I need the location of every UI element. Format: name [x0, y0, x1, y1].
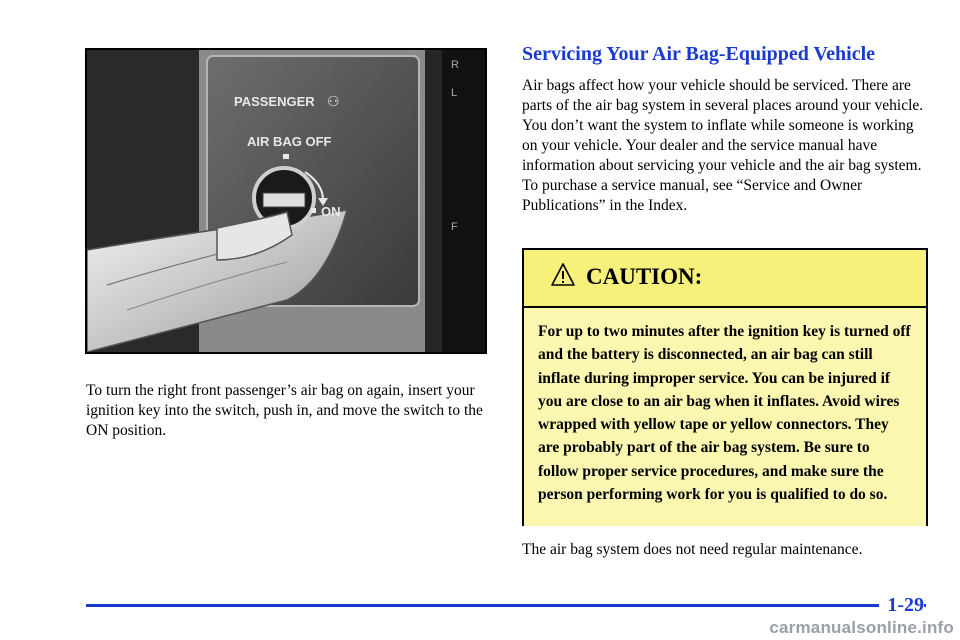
airbag-off-label: AIR BAG OFF — [247, 134, 332, 149]
watermark: carmanualsonline.info — [769, 618, 954, 637]
svg-text:L: L — [451, 87, 458, 99]
airbag-switch-illustration — [87, 50, 485, 352]
servicing-section — [522, 42, 932, 216]
section-heading: Servicing Your Air Bag-Equipped Vehicle — [522, 43, 876, 65]
warning-triangle-icon — [550, 262, 576, 288]
caution-header — [524, 250, 926, 308]
on-label: ON — [321, 204, 341, 219]
instruction-text: To turn the right front passenger’s air bag on again, insert your ignition key into the switch, push in, and move the switch to the ON position. — [86, 382, 483, 439]
footer-rule — [86, 604, 926, 607]
caution-title: CAUTION: — [586, 264, 703, 289]
passenger-label: PASSENGER — [234, 94, 315, 109]
caution-body: For up to two minutes after the ignition key is turned off and the battery is disconnected, an air bag can still inflate during improper service. You can be injured if you are close to an air bag when it inflates. Avoid wires wrapped with yellow tape or yellow connectors. They are probably part of the air bag system. Be sure to follow proper service procedures, and make sure the person performing work for you is qualified to do so. — [524, 308, 926, 526]
airbag-symbol-icon: ⚇ — [327, 94, 340, 110]
maintenance-note: The air bag system does not need regular maintenance. — [522, 541, 863, 558]
svg-text:R: R — [451, 59, 459, 71]
page-number: 1-29 — [879, 594, 924, 617]
section-paragraph: Air bags affect how your vehicle should be serviced. There are parts of the air bag system in several places around your vehicle. You don’t want the system to inflate while someone is working on your vehicle. Your dealer and the service manual have information about servicing your vehicle and the air bag system. To purchase a service manual, see “Service and Owner Publications” in the Index. — [522, 77, 924, 214]
svg-text:F: F — [451, 221, 458, 233]
airbag-switch-photo — [85, 48, 487, 354]
caution-box — [522, 248, 928, 526]
